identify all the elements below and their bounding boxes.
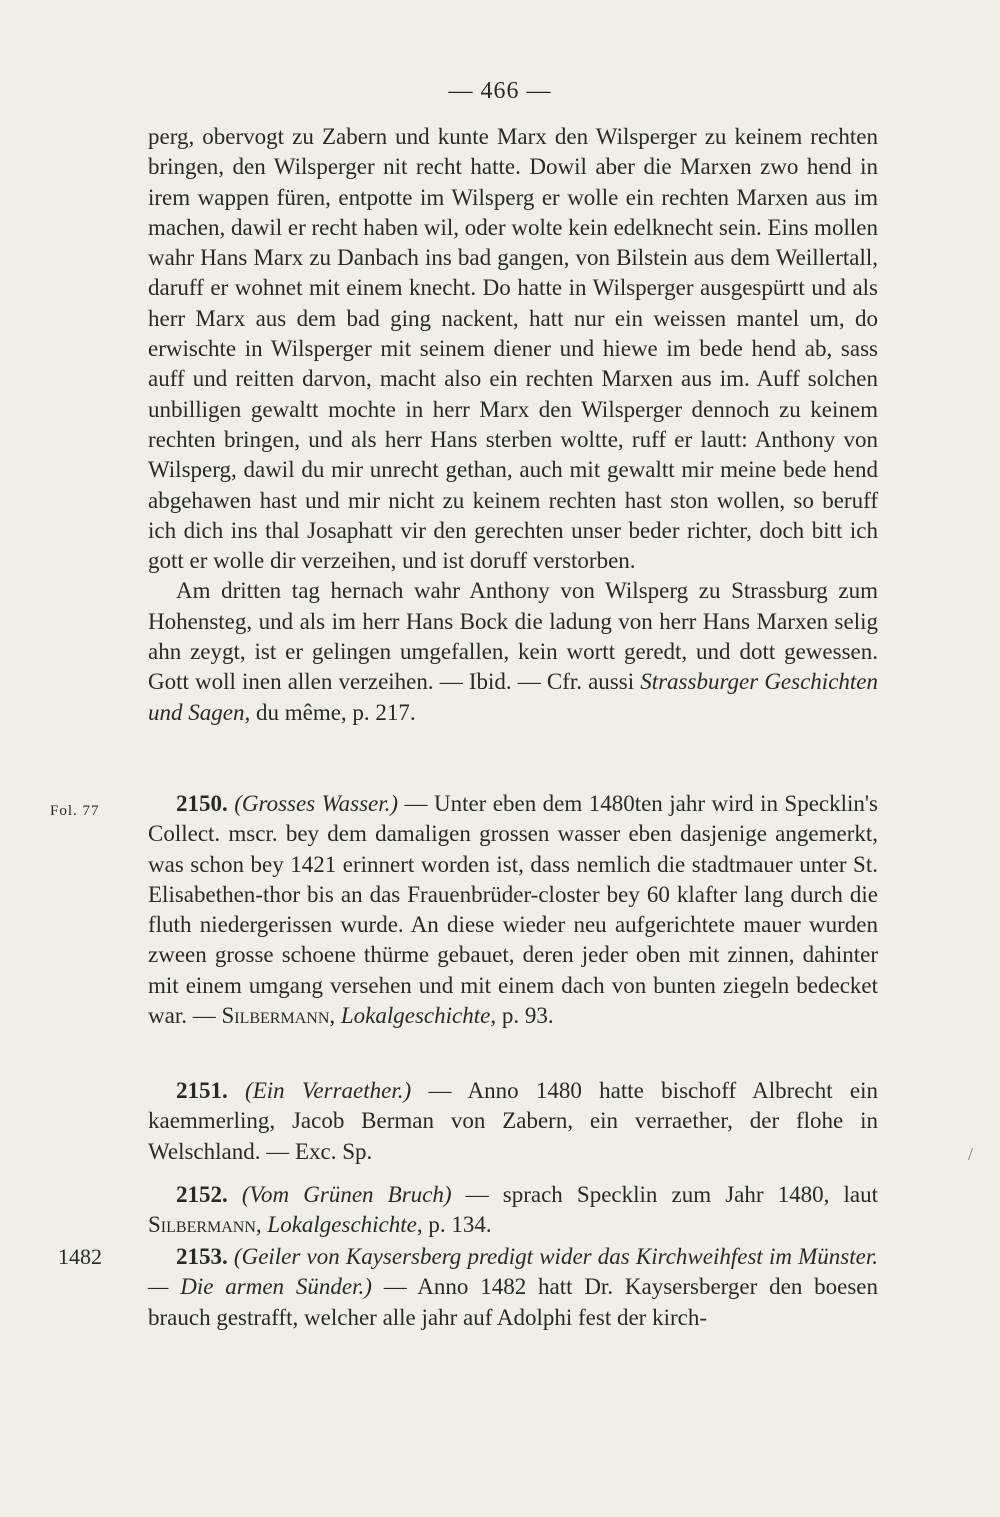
paragraph: 2150. (Grosses Wasser.) — Unter eben dem 1480ten jahr wird in Specklin's Collect. mscr. bey dem damaligen grossen wasser eben dasjenige angemerkt, was schon bey 1421 erinnert worden ist, dass nemlich die stadtmauer unter St. Elisabethen-thor bis an das Frauenbrüder-closter bey 60 klafter lang durch die fluth niedergerissen wurde. An diese wieder neu aufgerichtete mauer wurden zween grosse schoene thürme gebauet, deren jeder oben mit zinnen, dahinter mit einem umgang versehen und mit einem dach von bunten ziegeln bedecket war. — Silbermann, Lokalgeschichte, p. 93. — [148, 791, 879, 1029]
entry-2149-continued — [148, 122, 878, 728]
entry-2152 — [148, 1180, 878, 1241]
entry-title: (Vom Grünen Bruch) — [241, 1182, 452, 1207]
entry-number: 2150. — [176, 791, 228, 816]
stray-mark: / — [968, 1144, 974, 1164]
entry-text: — Anno 1482 hatt Dr. Kaysersberger den boesen brauch gestrafft, welcher alle jahr auf Adolphi fest der kirch- — [148, 1274, 879, 1330]
entry-number: 2153. — [176, 1244, 228, 1269]
entry-2151 — [148, 1076, 878, 1167]
entry-text: — sprach Specklin zum Jahr 1480, laut — [465, 1182, 879, 1207]
work-title: Lokalgeschichte — [340, 1003, 491, 1029]
entry-text: — Unter eben dem 1480ten jahr wird in Specklin's Collect. mscr. bey dem damaligen grossen wasser eben dasjenige angemerkt, was schon bey 1421 erinnert worden ist, dass nemlich die stadtmauer unter St. Elisabethen-thor bis an das Frauenbrüder-closter bey 60 klafter lang durch die fluth niedergerissen wurde. An diese wieder neu aufgerichtete mauer wurden zween grosse schoene thürme gebauet, deren jeder oben mit zinnen, dahinter mit einem umgang versehen und mit einem dach von bunten ziegeln bedecket war. — — [148, 791, 879, 1029]
entry-title: (Ein Verraether.) — [245, 1078, 412, 1103]
author-name: Silbermann — [148, 1212, 256, 1238]
paragraph: perg, obervogt zu Zabern und kunte Marx den Wilsperger zu keinem rechten bringen, den Wilsperger nit recht hatte. Dowil aber die Marxen zwo hend in irem wappen füren, entpotte im Wilsperg er wolle ein rechten Marxen aus im machen, dawil er recht haben wil, oder wolte kein edelknecht sein. Eins mollen wahr Hans Marx zu Danbach ins bad gangen, von Bilstein aus dem Weillertall, daruff er wohnet mit einem knecht. Do hatte in Wilsperger ausgespürtt und als herr Marx aus dem bad ging nackent, hatt nur ein weissen mantel um, do erwischte in Wilsperger mit seinem diener und hiewe im bede hend ab, sass auff und reitten darvon, macht also ein rechten Marxen aus im. Auff solchen unbilligen gewaltt mochte in herr Marx den Wilsperger dennoch zu keinem rechten bringen, und als herr Hans sterben woltte, ruff er lautt: Anthony von Wilsperg, dawil du mir unrecht gethan, auch mit gewaltt mir meine bede hend abgehawen hast und mir nicht zu keinem rechten hast ston wollen, so beruff ich dich ins thal Josaphatt vir den gerechten unser beder richter, doch bitt ich gott er wolle dir verzeihen, und ist doruff verstorben. — [148, 124, 879, 574]
paragraph — [148, 1076, 878, 1167]
entry-title: (Grosses Wasser.) — [234, 791, 399, 816]
entry-2150 — [148, 789, 878, 1031]
entry-2153 — [148, 1242, 878, 1333]
entry-number: 2152. — [176, 1182, 228, 1207]
margin-folio-note: Fol. 77 — [50, 803, 100, 819]
work-title: Lokalgeschichte — [267, 1212, 417, 1238]
page-reference: , p. 134. — [416, 1212, 492, 1238]
margin-year: 1482 — [58, 1244, 102, 1269]
entry-number: 2151. — [176, 1078, 228, 1103]
entry-title: (Geiler von Kaysersberg predigt wider das Kirchweihfest im Münster. — Die armen Sünder.) — [148, 1244, 878, 1300]
source-title: Strassburger Geschichten und Sagen — [148, 669, 878, 725]
author-name: Silbermann — [221, 1003, 330, 1029]
paragraph — [148, 1242, 878, 1333]
source-reference: , du même, p. 217. — [244, 699, 416, 725]
page-reference: , p. 93. — [490, 1003, 554, 1029]
page-number: — 466 — — [448, 78, 552, 104]
paragraph-text: Am dritten tag hernach wahr Anthony von Wilsperg zu Strassburg zum Hohensteg, und als im herr Hans Bock die ladung von herr Hans Marxen selig ahn zeygt, ist er gelingen umgefallen, kein wortt geredt, und dott gewessen. Gott woll inen allen verzeihen. — Ibid. — Cfr. aussi — [148, 578, 878, 695]
paragraph — [148, 576, 878, 727]
entry-text: — Anno 1480 hatte bischoff Albrecht ein kaemmerling, Jacob Berman von Zabern, ein verraether, der flohe in Welschland. — Exc. Sp. — [148, 1078, 879, 1164]
paragraph: 2152. (Vom Grünen Bruch) — sprach Specklin zum Jahr 1480, laut Silbermann, Lokalgeschichte, p. 134. — [148, 1182, 879, 1238]
